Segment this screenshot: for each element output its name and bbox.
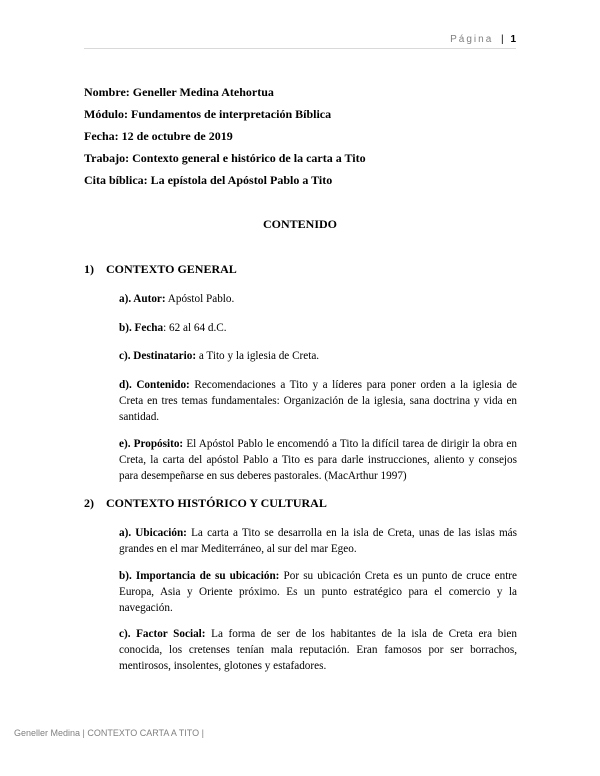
item-text: : 62 al 64 d.C. [163,322,227,334]
item-text: La carta a Tito se desarrolla en la isla de Creta, unas de las islas más grandes en el mar Mediterráneo, al sur del mar Egeo. [119,527,517,555]
section-title: CONTEXTO HISTÓRICO Y CULTURAL [106,496,327,510]
section-title: CONTEXTO GENERAL [106,262,237,276]
page-label: Página [450,34,494,45]
section-number: 2) [84,496,94,510]
item-label: b). Importancia de su ubicación: [119,570,280,582]
item-text: El Apóstol Pablo le encomendó a Tito la difícil tarea de dirigir la obra en Creta, la carta del apóstol Pablo a Tito es para darle instrucciones, aliento y consejos para desempeñarse en sus deberes pastorales. (MacArthur 1997) [119,438,517,482]
item-author [119,291,517,307]
item-label: a). Ubicación: [119,527,187,539]
content-title: CONTENIDO [262,217,337,231]
author-name: Nombre: Geneller Medina Atehortua [84,85,274,99]
item-label: d). Contenido: [119,379,190,391]
item-text: La forma de ser de los habitantes de la isla de Creta era bien conocida, los cretenses tenían mala reputación. Eran famosos por ser borrachos, mentirosos, insolentes, glotones y estafadores. [119,628,517,672]
item-label: c). Destinatario: [119,350,197,362]
page-number: 1 [510,34,516,45]
item-label: e). Propósito: [119,438,184,450]
section-heading-historical [84,496,327,511]
item-purpose [119,436,517,484]
item-recipient [119,348,517,364]
item-label: a). Autor: [119,293,166,305]
bible-citation: Cita bíblica: La epístola del Apóstol Pablo a Tito [84,173,333,187]
date: Fecha: 12 de octubre de 2019 [84,129,233,143]
page-footer: Geneller Medina | CONTEXTO CARTA A TITO | [14,728,204,738]
item-text: a Tito y la iglesia de Creta. [196,350,320,362]
item-label: c). Factor Social: [119,628,206,640]
item-label: b). Fecha [119,322,164,334]
item-text: Por su ubicación Creta es un punto de cruce entre Europa, Asia y Oriente próximo. Es un punto estratégico para el comercio y la navegación. [119,570,517,614]
document-metadata [84,81,524,191]
header-divider [84,48,516,49]
page-separator: | [501,34,504,45]
assignment-title: Trabajo: Contexto general e histórico de la carta a Tito [84,151,366,165]
page-header [450,34,516,45]
item-location [119,525,517,557]
item-content [119,377,517,425]
item-text: Recomendaciones a Tito y a líderes para poner orden a la iglesia de Creta en tres temas fundamentales: Organización de la iglesia, sana doctrina y vida en santidad. [119,379,518,423]
module-name: Módulo: Fundamentos de interpretación Bíblica [84,107,332,121]
item-location-importance [119,568,517,616]
section-number: 1) [84,262,94,276]
section-heading-general [84,262,237,277]
item-text: Apóstol Pablo. [165,293,235,305]
item-social-factor [119,626,517,674]
item-date [119,320,517,336]
